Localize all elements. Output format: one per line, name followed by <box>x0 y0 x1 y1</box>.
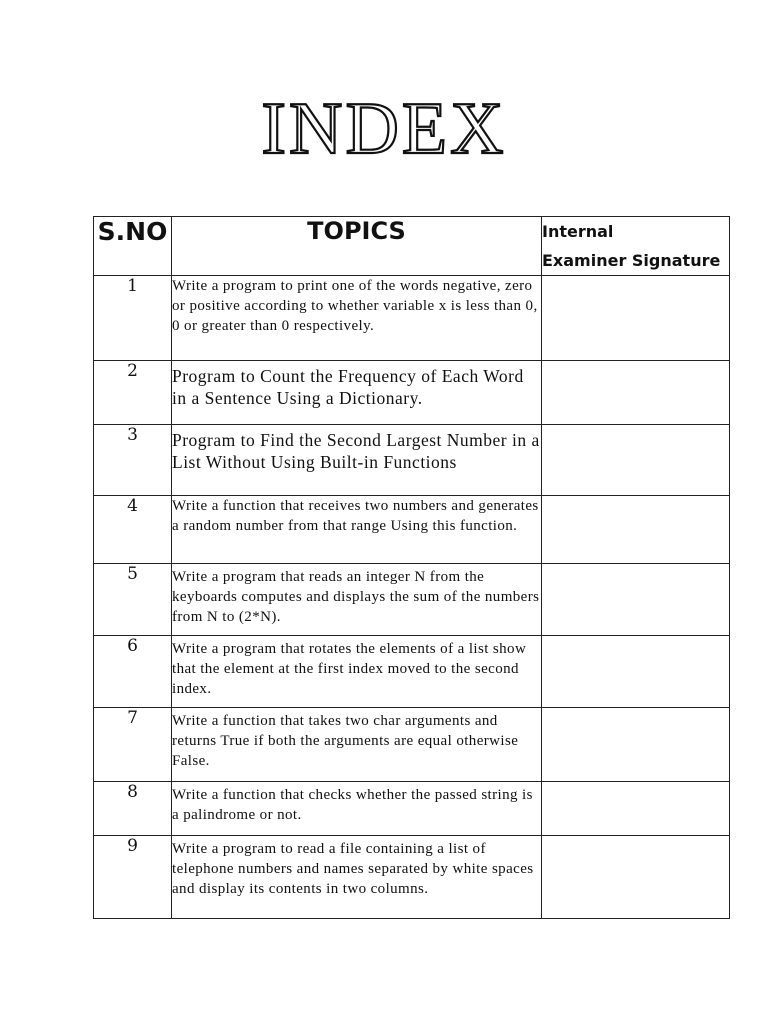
table-row <box>94 836 730 919</box>
row-sno: 4 <box>94 496 172 564</box>
page-title: INDEX <box>261 88 507 170</box>
table-row <box>94 782 730 836</box>
row-topic: Write a function that checks whether the passed string is a palindrome or not. <box>172 782 542 836</box>
header-signature-line1: Internal <box>542 222 614 241</box>
table-row <box>94 425 730 496</box>
row-signature-cell <box>542 836 730 919</box>
header-signature <box>542 217 730 276</box>
header-topics: TOPICS <box>172 217 542 276</box>
row-sno: 2 <box>94 361 172 425</box>
row-topic: Write a function that receives two numbers and generates a random number from that range Using this function. <box>172 496 542 564</box>
row-signature-cell <box>542 276 730 361</box>
row-sno: 5 <box>94 564 172 636</box>
header-sno: S.NO <box>94 217 172 276</box>
table-row <box>94 361 730 425</box>
row-signature-cell <box>542 708 730 782</box>
row-signature-cell <box>542 496 730 564</box>
row-sno: 3 <box>94 425 172 496</box>
row-topic: Write a function that takes two char arguments and returns True if both the arguments are equal otherwise False. <box>172 708 542 782</box>
index-table <box>93 216 730 919</box>
row-sno: 8 <box>94 782 172 836</box>
row-topic: Write a program that rotates the elements of a list show that the element at the first index moved to the second index. <box>172 636 542 708</box>
row-topic: Program to Count the Frequency of Each Word in a Sentence Using a Dictionary. <box>172 361 542 425</box>
table-row <box>94 636 730 708</box>
row-sno: 6 <box>94 636 172 708</box>
header-row <box>94 217 730 276</box>
row-sno: 1 <box>94 276 172 361</box>
row-signature-cell <box>542 782 730 836</box>
row-topic: Write a program that reads an integer N from the keyboards computes and displays the sum of the numbers from N to (2*N). <box>172 564 542 636</box>
row-sno: 7 <box>94 708 172 782</box>
row-topic: Program to Find the Second Largest Number in a List Without Using Built-in Functions <box>172 425 542 496</box>
row-sno: 9 <box>94 836 172 919</box>
table-row <box>94 564 730 636</box>
header-signature-line2: Examiner Signature <box>542 251 721 270</box>
row-signature-cell <box>542 425 730 496</box>
row-signature-cell <box>542 361 730 425</box>
row-signature-cell <box>542 636 730 708</box>
row-signature-cell <box>542 564 730 636</box>
table-row <box>94 496 730 564</box>
row-topic: Write a program to print one of the words negative, zero or positive according to whether variable x is less than 0, 0 or greater than 0 respectively. <box>172 276 542 361</box>
row-topic: Write a program to read a file containing a list of telephone numbers and names separated by white spaces and display its contents in two columns. <box>172 836 542 919</box>
table-row <box>94 276 730 361</box>
table-row <box>94 708 730 782</box>
